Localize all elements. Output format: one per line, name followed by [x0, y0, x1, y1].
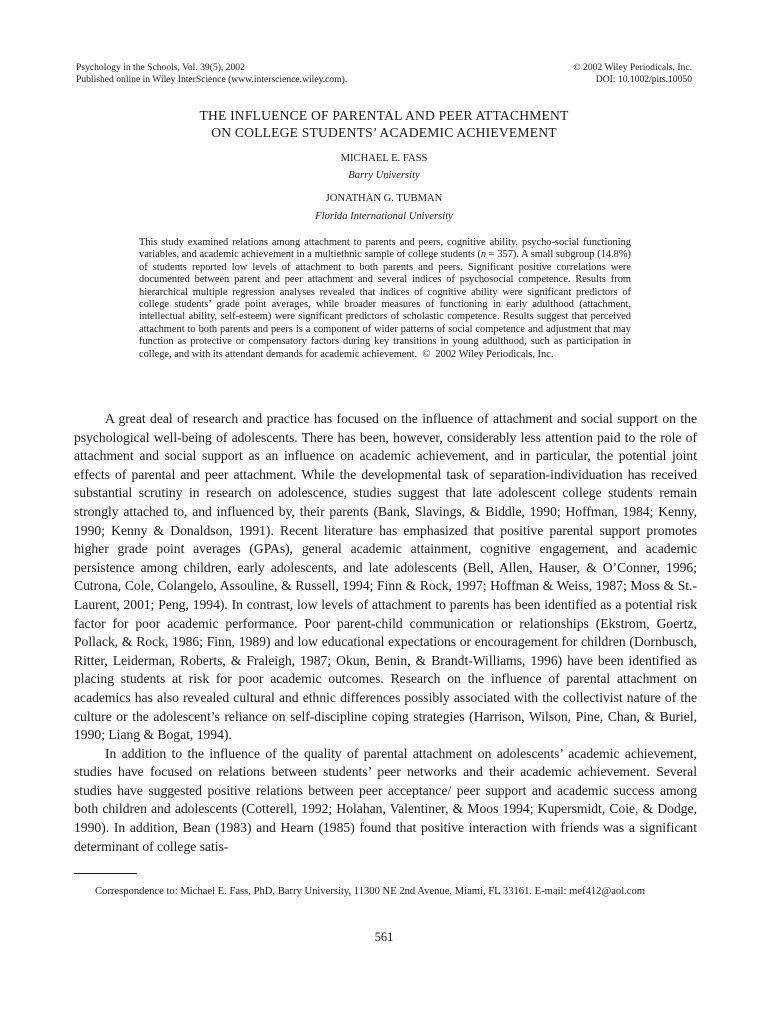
abstract	[139, 237, 631, 361]
abstract-n-symbol: n	[480, 249, 487, 261]
doi-line: DOI: 10.1002/pits.10050	[595, 74, 692, 85]
abstract-copyright: © 2002 Wiley Periodicals, Inc.	[417, 348, 554, 360]
author-affiliation-1: Barry University	[348, 170, 420, 181]
page-number: 561	[374, 930, 394, 944]
abstract-part-1: This study examined relations among attachment to parents and peers, cognitive ability, psycho-social functioning variables, and academic achievement in a multiethnic sample of college students (	[139, 237, 631, 261]
author-affiliation-2: Florida International University	[315, 211, 453, 222]
running-header	[76, 62, 692, 86]
author-name-1: MICHAEL E. FASS	[340, 153, 428, 164]
body-paragraph-1: A great deal of research and practice has focused on the influence of attachment and social support on the psychological well-being of adolescents. There has been, however, considerably less attention paid to the role of attachment and social support as an influence on academic achievement, and in particular, the potential joint effects of parental and peer attachment. While the developmental task of separation-individuation has received substantial scrutiny in research on adolescence, studies suggest that late adolescent college students remain strongly attached to, and influenced by, their parents (Bank, Slavings, & Biddle, 1990; Hoffman, 1984; Kenny, 1990; Kenny & Donaldson, 1991). Recent literature has emphasized that positive parental support promotes higher grade point averages (GPAs), general academic attainment, cognitive engagement, and academic persistence among children, early adolescents, and late adolescents (Bell, Allen, Hauser, & O’Conner, 1996; Cutrona, Cole, Colangelo, Assouline, & Russell, 1994; Finn & Rock, 1997; Hoffman & Weiss, 1987; Moss & St.-Laurent, 2001; Peng, 1994). In contrast, low levels of attachment to parents has been identified as a potential risk factor for poor academic performance. Poor parent-child communication or relationships (Ekstrom, Goertz, Pollack, & Rock, 1986; Finn, 1989) and low educational expectations or encouragement for children (Dornbusch, Ritter, Leiderman, Roberts, & Fraleigh, 1987; Okun, Benin, & Brandt-Williams, 1996) have been identified as placing students at risk for poor academic outcomes. Research on the influence of parental attachment on academics has also revealed cultural and ethnic differences possibly associated with the collectivist nature of the culture or the adolescent’s reliance on self-discipline coping strategies (Harrison, Wilson, Pine, Chan, & Buriel, 1990; Liang & Bogat, 1994).	[74, 411, 697, 743]
footnote	[74, 885, 697, 898]
abstract-text	[139, 237, 631, 361]
footnote-divider	[74, 873, 137, 874]
title-line-2: ON COLLEGE STUDENTS’ ACADEMIC ACHIEVEMENT	[211, 125, 557, 140]
correspondence-footnote: Correspondence to: Michael E. Fass, PhD, Barry University, 11300 NE 2nd Avenue, Miami, FL 33161. E-mail: mef412@aol.com	[95, 886, 646, 897]
header-right	[573, 62, 692, 86]
abstract-part-2: = 357). A small subgroup (14.8%) of students reported low levels of attachment to both parents and peers. Significant positive correlations were documented between parent and peer attachment and several indices of psychosocial competence. Results from hierarchical multiple regression analyses revealed that indices of cognitive ability were significant predictors of college students’ grade point averages, while broader measures of functioning in early adulthood (attachment, intellectual ability, self-esteem) were significant predictors of scholastic competence. Results suggest that perceived attachment to both parents and peers is a component of wider patterns of social competence and adjustment that may function as protective or compensatory factors during key transitions in young adulthood, such as participation in college, and with its attendant demands for academic achievement.	[139, 249, 631, 360]
body-paragraph-2: In addition to the influence of the quality of parental attachment on adolescents’ academic achievement, studies have focused on relations between students’ peer networks and their academic achievement. Several studies have suggested positive relations between peer acceptance/ peer support and academic success among both children and adolescents (Cotterell, 1992; Holahan, Valentiner, & Moos 1994; Kupersmidt, Coie, & Dodge, 1990). In addition, Bean (1983) and Hearn (1985) found that positive interaction with friends was a significant determinant of college satis-	[74, 745, 697, 854]
journal-citation: Psychology in the Schools, Vol. 39(5), 2002	[76, 62, 245, 73]
title-line-1: THE INFLUENCE OF PARENTAL AND PEER ATTACHMENT	[199, 108, 569, 123]
copyright-line: © 2002 Wiley Periodicals, Inc.	[573, 62, 692, 73]
published-online-line: Published online in Wiley InterScience (www.interscience.wiley.com).	[76, 74, 348, 85]
author-name-2: JONATHAN G. TUBMAN	[325, 193, 443, 204]
article-title	[76, 107, 692, 141]
body-text	[74, 410, 697, 856]
header-left	[76, 62, 347, 86]
